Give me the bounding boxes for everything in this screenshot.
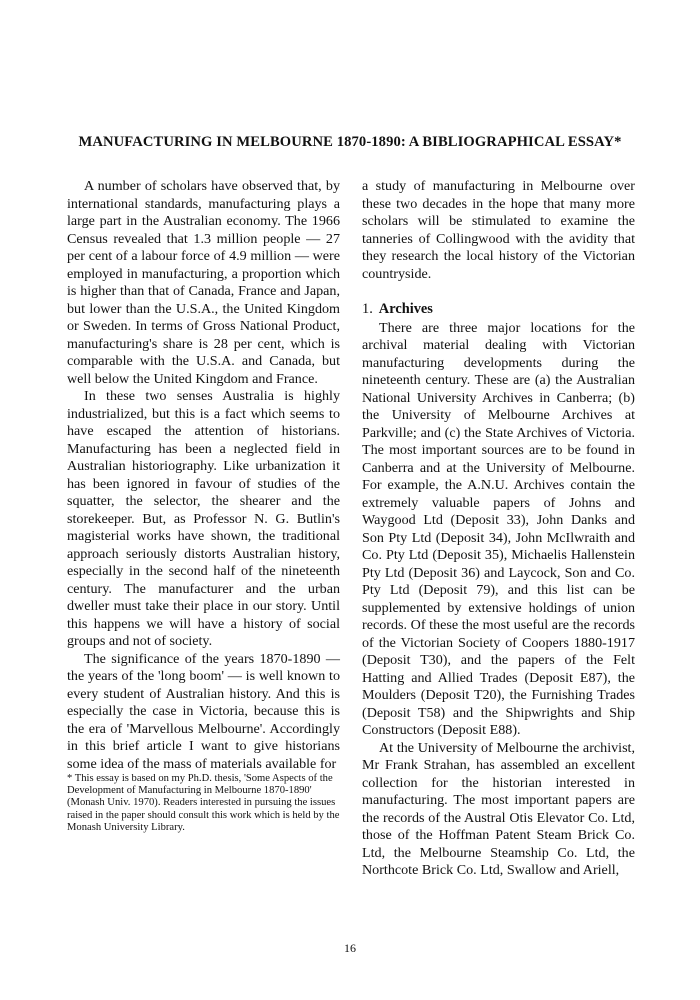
- article-title: MANUFACTURING IN MELBOURNE 1870-1890: A BIBLIOGRAPHICAL ESSAY*: [78, 134, 622, 150]
- paragraph: A number of scholars have observed that, by international standards, manufacturing plays a large part in the Australian economy. The 1966 Census revealed that 1.3 million people — 27 per cent of a labour force of 4.9 million — were employed in manufacturing, a proportion which is higher than that of Canada, France and Japan, but lower than the U.S.A., the United Kingdom or Sweden. In terms of Gross National Product, manufacturing's share is 28 per cent, which is comparable with the U.S.A. and Canada, but well below the United Kingdom and France.: [67, 178, 340, 387]
- footnote: * This essay is based on my Ph.D. thesis, 'Some Aspects of the Development of Manufacturing in Melbourne 1870-1890' (Monash Univ. 1970). Readers interested in pursuing the issues raised in the paper should consult this work which is held by the Monash University Library.: [67, 773, 340, 833]
- paragraph: There are three major locations for the archival material dealing with Victorian manufacturing developments during the nineteenth century. These are (a) the Australian National University Archives in Canberra; (b) the University of Melbourne Archives at Parkville; and (c) the State Archives of Victoria. The most important sources are to be found in Canberra and at the University of Melbourne. For example, the A.N.U. Archives contain the extremely valuable papers of Johns and Waygood Ltd (Deposit 33), John Danks and Son Pty Ltd (Deposit 34), John McIlwraith and Co. Pty Ltd (Deposit 35), Michaelis Hallenstein Pty Ltd (Deposit 36) and Laycock, Son and Co. Pty Ltd (Deposit 79), and this list can be supplemented by extensive holdings of union records. Of these the most useful are the records of the Victorian Society of Coopers 1880-1917 (Deposit T30), and the papers of the Felt Hatting and Allied Trades (Deposit E87), the Moulders (Deposit T20), the Furnishing Trades (Deposit T58) and the Shipwrights and Ship Constructors (Deposit E88).: [362, 319, 635, 738]
- paragraph: In these two senses Australia is highly industrialized, but this is a fact which seems to have escaped the attention of historians. Manufacturing has been a neglected field in Australian historiography. Like urbanization it has been ignored in favour of studies of the squatter, the selector, the shearer and the storekeeper. But, as Professor N. G. Butlin's magisterial works have shown, the traditional approach seriously distorts Australian history, especially in the second half of the nineteenth century. The manufacturer and the urban dweller must take their place in our story. Until this happens we will have a history of social groups and not of society.: [67, 388, 340, 649]
- section-number: 1.: [362, 301, 373, 317]
- right-column: [362, 178, 635, 880]
- page-number: 16: [344, 941, 356, 955]
- paragraph: a study of manufacturing in Melbourne over these two decades in the hope that many more scholars will be stimulated to examine the tanneries of Collingwood with the avidity that they research the local history of the Victorian countryside.: [362, 178, 635, 282]
- section-heading: [362, 301, 635, 319]
- paragraph: At the University of Melbourne the archivist, Mr Frank Strahan, has assembled an excellent collection for the historian interested in manufacturing. The most important papers are the records of the Austral Otis Elevator Co. Ltd, those of the Hoffman Patent Steam Brick Co. Ltd, the Melbourne Steamship Co. Ltd, the Northcote Brick Co. Ltd, Swallow and Ariell,: [362, 739, 635, 878]
- paragraph: The significance of the years 1870-1890 — the years of the 'long boom' — is well known to every student of Australian history. And this is especially the case in Victoria, because this is the era of 'Marvellous Melbourne'. Accordingly in this brief article I want to give historians some idea of the mass of materials available for: [67, 650, 340, 772]
- left-column: [67, 178, 340, 834]
- section-title: Archives: [378, 301, 433, 317]
